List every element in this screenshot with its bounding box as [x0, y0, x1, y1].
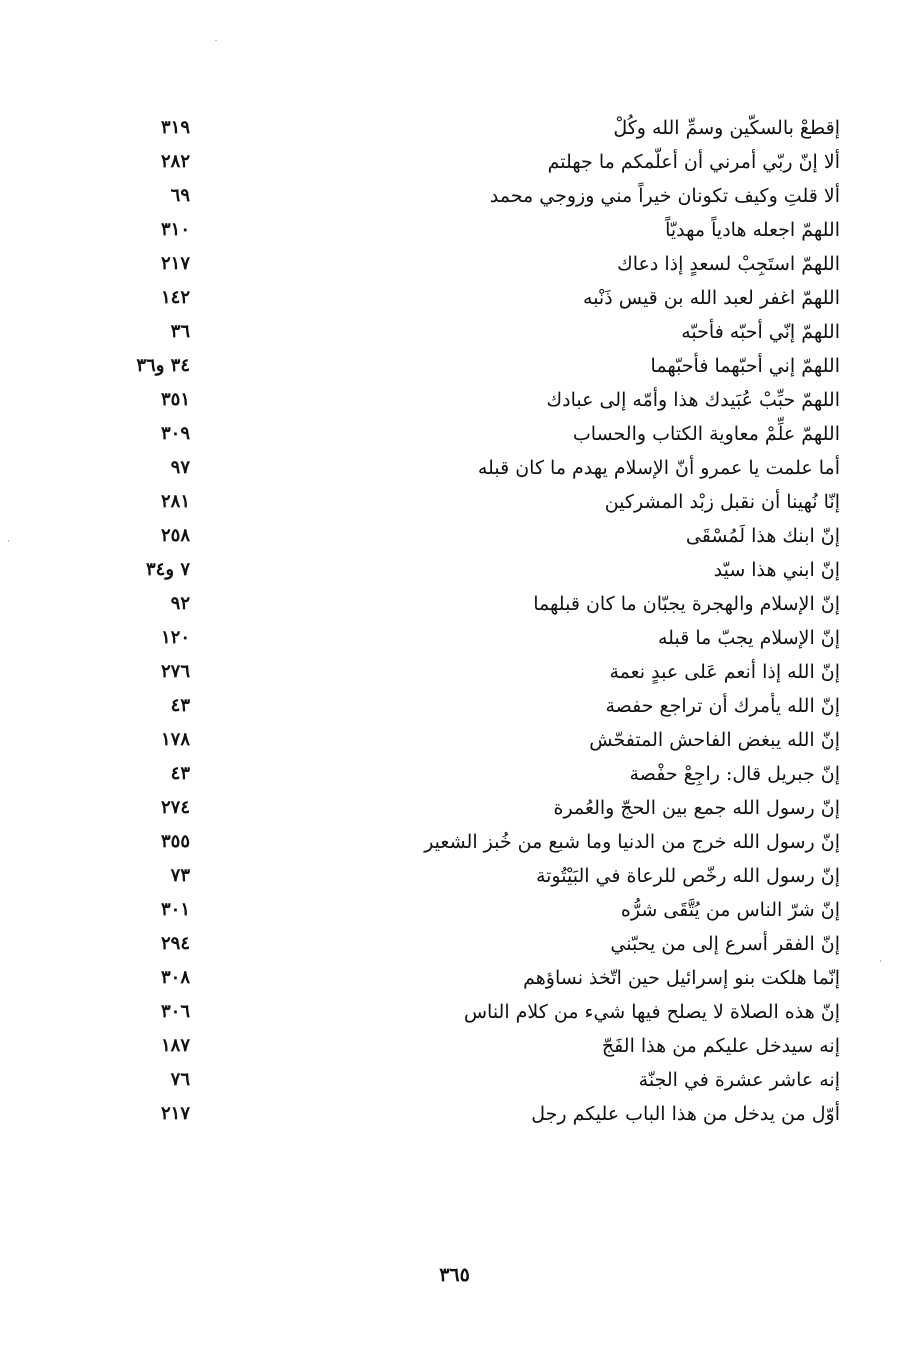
index-entry — [110, 145, 840, 179]
entry-text: إنه عاشر عشرة في الجنّة — [638, 1069, 840, 1091]
entry-text: إنه سيدخل عليكم من هذا الفَجّ — [601, 1035, 840, 1057]
entry-page-ref: ٧٦ — [170, 1069, 190, 1090]
entry-page-ref: ٢٩٤ — [160, 933, 190, 954]
index-entry — [110, 111, 840, 145]
entry-page-ref: ٤٣ — [170, 763, 190, 784]
entry-page-ref: ٢١٧ — [160, 1103, 190, 1124]
entry-text: إنّ رسول الله جمع بين الحجّ والعُمرة — [553, 797, 840, 819]
index-entry — [110, 859, 840, 893]
index-entry — [110, 689, 840, 723]
entry-text: إنّ جبريل قال: راجِعْ حفْصة — [629, 763, 840, 785]
entry-page-ref: ٣٥٥ — [160, 831, 190, 852]
entry-text: اللهمّ إنّي أحبّه فأحبّه — [681, 321, 840, 343]
index-entry — [110, 1097, 840, 1131]
index-entry — [110, 723, 840, 757]
entry-page-ref: ٣٠٨ — [160, 967, 190, 988]
entry-text: إقطعْ بالسكّين وسمِّ الله وكُلْ — [613, 117, 840, 139]
scan-speck-right — [880, 960, 881, 962]
entry-page-ref: ١٧٨ — [160, 729, 190, 750]
index-entry — [110, 179, 840, 213]
entry-text: إنّ ابنك هذا لَمُسْقَى — [685, 525, 840, 547]
entry-page-ref: ٣٥١ — [160, 389, 190, 410]
entry-page-ref: ٢٧٤ — [160, 797, 190, 818]
entry-text: اللهمّ حبِّبْ عُبَيدك هذا وأمّه إلى عبادك — [546, 389, 840, 411]
entry-text: إنّ الإسلام يجبّ ما قبله — [658, 627, 840, 649]
entry-text: إنّ رسول الله خرج من الدنيا وما شبع من خُبز الشعير — [424, 831, 840, 853]
scan-speck-left — [8, 540, 9, 542]
index-entry — [110, 519, 840, 553]
entry-text: اللهمّ علِّمْ معاوية الكتاب والحساب — [572, 423, 840, 445]
entry-text: اللهمّ اغفر لعبد الله بن قيس ذَنْبه — [583, 287, 840, 309]
index-entry — [110, 213, 840, 247]
index-entry — [110, 1063, 840, 1097]
entry-page-ref: ٢٨٢ — [160, 151, 190, 172]
entry-page-ref: ٣٠١ — [160, 899, 190, 920]
index-entry — [110, 655, 840, 689]
entry-page-ref: ١٨٧ — [160, 1035, 190, 1056]
entry-page-ref: ٢٧٦ — [160, 661, 190, 682]
index-entry — [110, 927, 840, 961]
entry-page-ref: ٩٧ — [170, 457, 190, 478]
entry-text: ألا قلتِ وكيف تكونان خيراً مني وزوجي محمد — [489, 185, 840, 207]
entry-page-ref: ٦٩ — [170, 185, 190, 206]
entry-text: إنّ الله يبغض الفاحش المتفحّش — [589, 729, 840, 751]
entry-text: إنّما هلكت بنو إسرائيل حين اتّخذ نساؤهم — [523, 967, 840, 989]
entry-text: إنّ الفقر أسرع إلى من يحبّني — [610, 933, 840, 955]
index-entry — [110, 553, 840, 587]
index-entry — [110, 961, 840, 995]
entry-text: اللهمّ اجعله هادياً مهديّاً — [665, 219, 840, 241]
index-entry — [110, 247, 840, 281]
index-entry — [110, 791, 840, 825]
entry-page-ref: ١٤٢ — [160, 287, 190, 308]
index-entry — [110, 417, 840, 451]
index-entry — [110, 315, 840, 349]
entry-text: إنّ ابني هذا سيّد — [713, 559, 840, 581]
index-entry — [110, 485, 840, 519]
index-entry — [110, 825, 840, 859]
index-entry — [110, 383, 840, 417]
entry-page-ref: ٤٣ — [170, 695, 190, 716]
index-entry — [110, 1029, 840, 1063]
index-entry — [110, 757, 840, 791]
entry-text: أما علمت يا عمرو أنّ الإسلام يهدم ما كان قبله — [477, 457, 840, 479]
index-entry — [110, 281, 840, 315]
entry-page-ref: ٧ و٣٤ — [146, 559, 190, 580]
entry-text: إنّ هذه الصلاة لا يصلح فيها شيء من كلام الناس — [463, 1001, 840, 1023]
entry-page-ref: ٣٤ و٣٦ — [136, 355, 190, 376]
entry-text: إنّا نُهينا أن نقبل زبْد المشركين — [604, 491, 840, 513]
entry-page-ref: ٧٣ — [170, 865, 190, 886]
entry-page-ref: ٩٢ — [170, 593, 190, 614]
entry-text: اللهمّ استَجِبْ لسعدٍ إذا دعاك — [617, 253, 840, 275]
scan-speck-top — [215, 40, 217, 41]
page-number: ٣٦٥ — [439, 1264, 470, 1286]
index-entry — [110, 621, 840, 655]
entry-text: إنّ الله إذا أنعم عَلى عبدٍ نعمة — [609, 661, 840, 683]
index-entry — [110, 995, 840, 1029]
index-entry — [110, 587, 840, 621]
entry-page-ref: ٣٠٦ — [160, 1001, 190, 1022]
entry-text: أوّل من يدخل من هذا الباب عليكم رجل — [531, 1103, 840, 1125]
entry-page-ref: ٣٠٩ — [160, 423, 190, 444]
entry-page-ref: ٣١٠ — [160, 219, 190, 240]
entry-text: ألا إنّ ربّي أمرني أن أعلّمكم ما جهلتم — [547, 151, 840, 173]
entry-text: إنّ رسول الله رخّص للرعاة في البَيْتُوتة — [535, 865, 840, 887]
entry-text: إنّ شرّ الناس من يُتَّقَى شرُّه — [620, 899, 840, 921]
entry-page-ref: ٣١٩ — [160, 117, 190, 138]
index-entry — [110, 893, 840, 927]
entry-text: إنّ الإسلام والهجرة يجبّان ما كان قبلهما — [533, 593, 840, 615]
index-entry — [110, 451, 840, 485]
index-entry — [110, 349, 840, 383]
entry-page-ref: ٣٦ — [170, 321, 190, 342]
entry-page-ref: ١٢٠ — [160, 627, 190, 648]
entry-text: اللهمّ إني أحبّهما فأحبّهما — [650, 355, 840, 377]
entry-page-ref: ٢٥٨ — [160, 525, 190, 546]
hadith-index-list — [110, 111, 840, 1131]
entry-page-ref: ٢٨١ — [160, 491, 190, 512]
entry-page-ref: ٢١٧ — [160, 253, 190, 274]
entry-text: إنّ الله يأمرك أن تراجع حفصة — [605, 695, 840, 717]
